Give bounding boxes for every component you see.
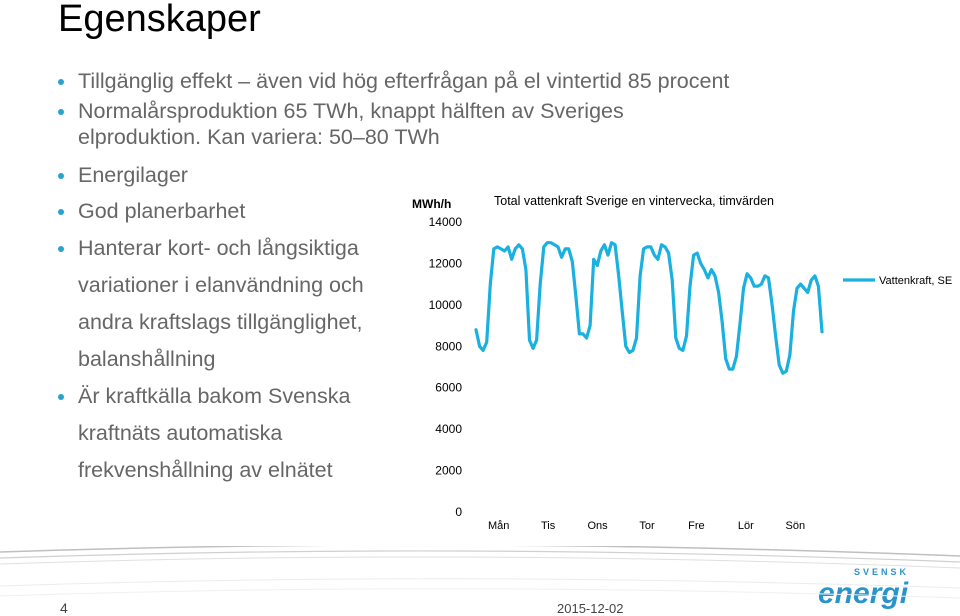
- bullet-item: [58, 64, 729, 98]
- bullet-text: Energilager: [78, 163, 188, 187]
- bullet-dot-icon: [58, 109, 64, 115]
- legend-label: Vattenkraft, SE: [879, 275, 953, 287]
- x-tick-label: Tor: [639, 520, 655, 532]
- chart-title: Total vattenkraft Sverige en vintervecka, timvärden: [494, 194, 774, 208]
- bullet-text: elproduktion. Kan variera: 50–80 TWh: [78, 125, 440, 149]
- bullet-text: variationer i elanvändning och: [78, 273, 364, 297]
- page-number: 4: [60, 600, 68, 616]
- hydropower-line-chart: [400, 180, 960, 540]
- y-tick-label: 14000: [428, 215, 462, 229]
- x-tick-label: Lör: [737, 520, 754, 532]
- y-tick-label: 12000: [428, 256, 462, 271]
- bullet-dot-icon: [58, 79, 64, 85]
- y-tick-label: 8000: [435, 339, 462, 354]
- slide-title: Egenskaper: [58, 0, 261, 40]
- logo-text-top: SVENSK: [854, 567, 910, 577]
- bullet-text: kraftnäts automatiska: [78, 421, 283, 445]
- bullet-dot-icon: [58, 173, 64, 179]
- y-tick-label: 0: [455, 505, 462, 519]
- bullet-item: [58, 98, 729, 150]
- bullet-text: Tillgänglig effekt – även vid hög efterfrågan på el vintertid 85 procent: [78, 69, 730, 93]
- bullet-text: Normalårsproduktion 65 TWh, knappt hälften av Sveriges: [78, 99, 624, 123]
- y-axis-label: MWh/h: [412, 197, 452, 211]
- bullet-dot-icon: [58, 209, 64, 215]
- bullet-text: balanshållning: [78, 347, 216, 371]
- footer-date: 2015-12-02: [557, 601, 624, 616]
- x-tick-label: Sön: [785, 520, 806, 532]
- logo-text-bottom: energi: [818, 577, 909, 609]
- series-line: [476, 243, 822, 374]
- bullet-text: frekvenshållning av elnätet: [78, 458, 333, 482]
- bullet-dot-icon: [58, 246, 64, 252]
- x-tick-label: Mån: [488, 520, 510, 532]
- bullet-text: God planerbarhet: [78, 199, 246, 223]
- y-tick-label: 6000: [435, 380, 462, 395]
- bullet-text: Hanterar kort- och långsiktiga: [78, 236, 359, 260]
- y-tick-label: 2000: [435, 463, 462, 478]
- y-tick-label: 4000: [435, 422, 462, 437]
- bullet-text: Är kraftkälla bakom Svenska: [78, 384, 351, 408]
- x-tick-label: Tis: [541, 520, 556, 532]
- x-tick-label: Ons: [587, 520, 608, 532]
- y-tick-label: 10000: [428, 297, 462, 312]
- bullet-text: andra kraftslags tillgänglighet,: [78, 310, 363, 334]
- x-tick-label: Fre: [688, 520, 705, 532]
- decorative-swoosh: [0, 546, 960, 616]
- bullet-dot-icon: [58, 394, 64, 400]
